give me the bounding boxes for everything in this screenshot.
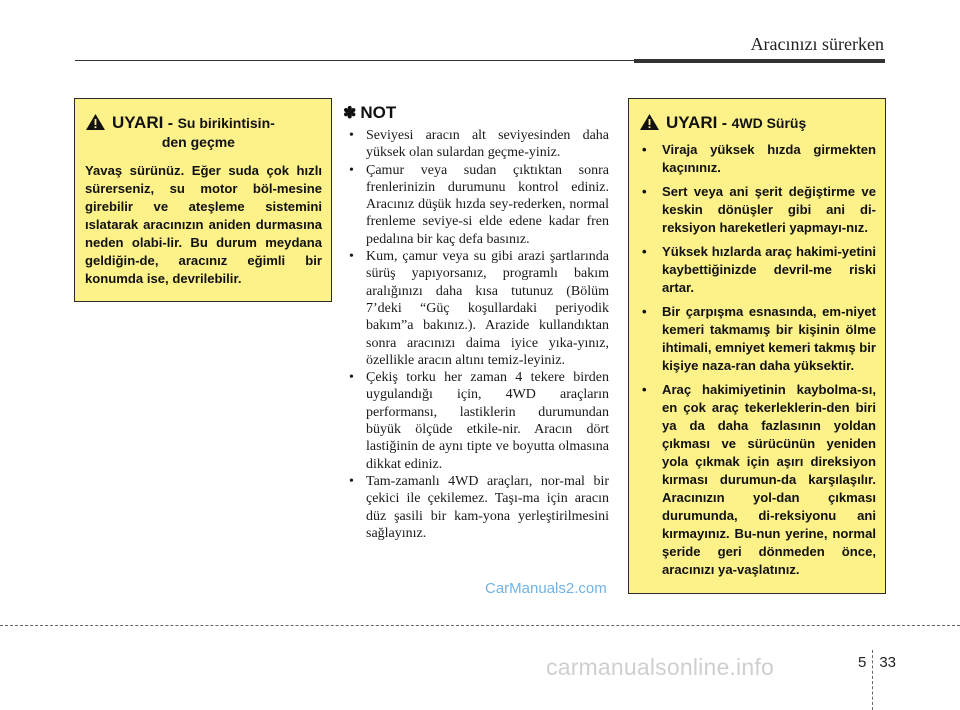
note-section [343,103,609,542]
warning-item-text: Sert veya ani şerit değiştirme ve keskin dönüşler gibi ani di-reksiyon hareketleri yapmayı-nız. [662,184,876,235]
note-item-text: Tam-zamanlı 4WD araçları, nor-mal bir çekici ile çekilemez. Taşı-ma için aracın düz şasili bir kam-yona yerleştirilmesini sağlayınız. [366,473,609,541]
page-number [858,632,896,692]
page-separator [872,650,873,710]
warning-triangle-icon [85,113,106,131]
note-item [343,127,609,162]
note-heading-text: NOT [360,103,397,122]
chapter-number: 5 [858,653,867,671]
note-item [343,473,609,542]
note-item-text: Kum, çamur veya su gibi arazi şartlarında sürüş yapıyorsanız, programlı bakım aralığınızı daha kısa tutunuz (Bölüm 7’deki “Güç koşullardaki periyodik bakım”a bakınız.). Arazide kullandıktan sonra aracınızı daima iyice yıka-yınız, özellikle aracın altını temiz-leyiniz. [366,249,609,368]
note-heading [343,103,609,123]
warning-item [639,183,876,237]
warning-list [639,141,876,579]
warning-subject-line2: den geçme [161,134,235,150]
note-list [343,127,609,542]
bullet: • [349,370,354,386]
footer-rule [0,625,960,626]
bullet: • [349,128,354,143]
warning-item-text: Bir çarpışma esnasında, em-niyet kemeri takmamış bir kişinin ölme ihtimali, emniyet kemeri takmış bir kişiye naza-ran daha yüksektir. [662,304,876,373]
bullet: • [642,304,647,319]
note-item [343,369,609,473]
bullet: • [642,184,647,199]
bullet: • [642,142,647,157]
running-header: Aracınızı sürerken [750,34,884,54]
bullet: • [349,473,354,489]
warning-item [639,141,876,177]
page-number-value: 33 [879,653,897,671]
warning-title [639,113,876,133]
note-item-text: Çekiş torku her zaman 4 tekere birden uygulandığı için, 4WD araçların performansı, lastiklerin durumundan büyük ölçüde etkile-nir. Aracın dört lastiğinin de aynı tipte ve boyutta olmasına dikkat ediniz. [366,370,609,472]
warning-item [639,381,876,579]
warning-label: UYARI [666,113,718,132]
warning-box-4wd [628,98,886,594]
warning-dash: - [717,115,732,132]
warning-item-text: Araç hakimiyetinin kaybolma-sı, en çok araç tekerleklerin-den biri ya da daha fazlasının yoldan çıkması ve sürücünün yeniden yola çıkmak için aşırı direksiyon kırması durumun-da karşılaşılır. Aracınızın yol-dan çıkması durumunda, di-reksiyonu ani kırmayınız. Bu-nun yerine, normal şeride geri dönmeden önce, aracınızı ya-vaşlatınız. [662,382,876,577]
warning-label: UYARI [112,113,164,132]
bullet: • [642,244,647,259]
bullet: • [349,249,354,265]
warning-subject-line1: Su birikintisin- [177,115,275,131]
header-rule-accent [634,59,885,63]
warning-body: Yavaş sürünüz. Eğer suda çok hızlı sürerseniz, su motor böl-mesine girebilir ve ateşleme sistemini ıslatarak aracınızın aniden durmasına neden olabi-lir. Bu durum meydana geldiğin-de, aracınız eğimli bir konumda ise, devrilebilir. [85,163,322,286]
warning-item-text: Viraja yüksek hızda girmekten kaçınınız. [662,142,876,175]
warning-dash: - [163,115,178,132]
warning-item-text: Yüksek hızlarda araç hakimi-yetini kaybettiğinizde devril-me riski artar. [662,244,876,295]
site-watermark: carmanualsonline.info [546,654,774,680]
warning-subject: 4WD Sürüş [731,115,807,131]
note-item-text: Çamur veya sudan çıktıktan sonra frenlerinizin durumunu kontrol ediniz. Aracınız düşük hızda sey-rederken, normal frenleme seviye-si elde edene kadar fren pedalına bir kaç defa basınız. [366,162,609,247]
star-icon: ✽ [343,105,357,122]
bullet: • [642,382,647,397]
warning-title [85,113,322,152]
warning-triangle-icon [639,113,660,131]
warning-box-water [74,98,332,302]
warning-item [639,303,876,375]
note-item [343,162,609,248]
warning-item [639,243,876,297]
note-item-text: Seviyesi aracın alt seviyesinden daha yüksek olan sulardan geçme-yiniz. [366,128,609,161]
note-item [343,248,609,369]
bullet: • [349,162,354,178]
watermark: CarManuals2.com [485,580,607,597]
